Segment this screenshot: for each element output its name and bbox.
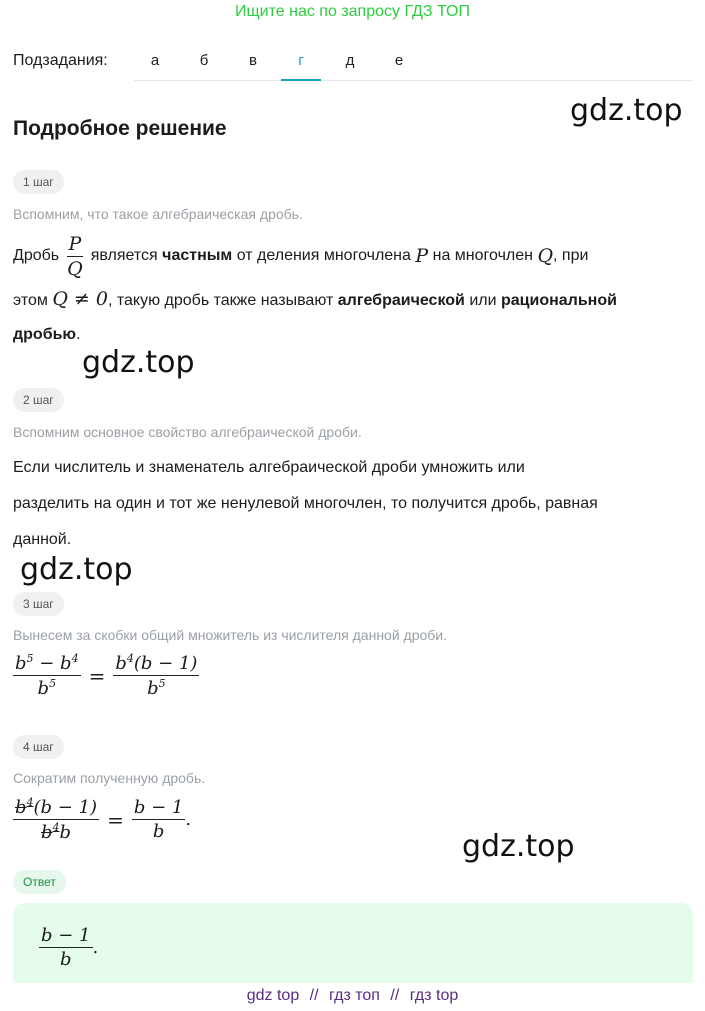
answer-fraction: $\frac{b - 1}{b}$ xyxy=(41,925,91,970)
variable-p: P xyxy=(415,245,429,267)
step-1-word: . xyxy=(76,326,81,343)
cancelled-fraction: $\frac{b^4(b - 1)}{b^4b}$ xyxy=(15,796,98,843)
search-hint-banner: Ищите нас по запросу ГДЗ ТОП xyxy=(235,3,470,20)
bold-term-fraction: дробью xyxy=(13,326,77,343)
footer-link-gdz-top-ru[interactable]: гдз топ xyxy=(329,987,380,1004)
step-1-word: , при xyxy=(553,247,589,264)
equation-fraction-right: $\frac{b^4(b - 1)}{b^5}$ xyxy=(115,652,198,699)
step-badge-4: 4 шаг xyxy=(13,735,64,759)
watermark: gdz.top xyxy=(82,345,195,380)
equation-fraction-left: $\frac{b^5 - b^4}{b^5}$ xyxy=(15,652,79,699)
watermark: gdz.top xyxy=(462,829,575,864)
answer-box xyxy=(13,903,693,983)
step-1-word: этом xyxy=(13,292,48,309)
step-2-hint: Вспомним основное свойство алгебраической дроби. xyxy=(13,424,362,440)
step-badge-3: 3 шаг xyxy=(13,592,64,616)
answer-expression: $\frac{b - 1}{b}$ . xyxy=(41,925,99,970)
condition-q-not-zero: Q ≠ 0 xyxy=(52,288,108,310)
fraction-p-over-q xyxy=(65,233,85,280)
footer-link-gdz-top[interactable]: gdz top xyxy=(246,987,300,1004)
subtask-tab-v[interactable]: в xyxy=(249,52,257,69)
step-1-line-1 xyxy=(13,230,693,282)
step-2-line-1: Если числитель и знаменатель алгебраической дроби умножить или xyxy=(13,459,525,476)
subtask-tabs xyxy=(134,42,693,81)
step-2-line-3: данной. xyxy=(13,531,72,548)
result-fraction: $\frac{b - 1}{b}$ xyxy=(133,797,184,842)
answer-badge: Ответ xyxy=(13,870,66,894)
watermark: gdz.top xyxy=(20,552,133,587)
step-4-hint: Сократим полученную дробь. xyxy=(13,770,206,786)
watermark: gdz.top xyxy=(570,93,683,128)
subtask-tab-b[interactable]: б xyxy=(199,52,209,69)
footer-separator: // xyxy=(390,987,400,1004)
step-3-hint: Вынесем за скобки общий множитель из числителя данной дроби. xyxy=(13,627,448,643)
step-1-word: или xyxy=(469,292,497,309)
step-1-word: Дробь xyxy=(13,247,60,264)
footer-separator: // xyxy=(309,987,319,1004)
section-title: Подробное решение xyxy=(13,117,227,140)
subtask-tab-e[interactable]: е xyxy=(394,52,404,69)
step-1-line-3 xyxy=(13,326,693,344)
step-1-word: на многочлен xyxy=(432,247,533,264)
step-3-equation xyxy=(13,652,199,699)
bold-term-algebraic: алгебраической xyxy=(337,292,465,309)
step-4-equation: $\frac{b^4(b - 1)}{b^4b}$ = $\frac{b - 1}{b}$ . xyxy=(15,796,192,843)
subtasks-label: Подзадания: xyxy=(13,52,108,69)
equals-sign: = xyxy=(88,663,106,688)
subtask-tab-g[interactable]: г xyxy=(281,42,321,81)
step-1-hint: Вспомним, что такое алгебраическая дробь. xyxy=(13,206,303,222)
subtask-tab-d[interactable]: д xyxy=(345,52,355,69)
fraction-denominator: Q xyxy=(67,257,83,280)
step-2-line-2: разделить на один и тот же ненулевой многочлен, то получится дробь, равная xyxy=(13,495,598,512)
step-1-line-2 xyxy=(13,288,693,310)
step-1-word: является xyxy=(90,247,158,264)
subtask-tab-a[interactable]: а xyxy=(150,52,160,69)
step-badge-2: 2 шаг xyxy=(13,388,64,412)
step-1-word: , такую дробь также называют xyxy=(107,292,334,309)
footer-link-gdz-top-mixed[interactable]: гдз top xyxy=(409,987,459,1004)
footer-links xyxy=(0,987,705,1005)
variable-q: Q xyxy=(537,245,554,267)
equals-sign: = xyxy=(107,807,124,832)
step-badge-1: 1 шаг xyxy=(13,170,64,194)
fraction-numerator: P xyxy=(68,232,82,255)
step-1-word: от деления многочлена xyxy=(236,247,411,264)
bold-term-rational: рациональной xyxy=(500,292,617,309)
bold-term-quotient: частным xyxy=(162,247,233,264)
